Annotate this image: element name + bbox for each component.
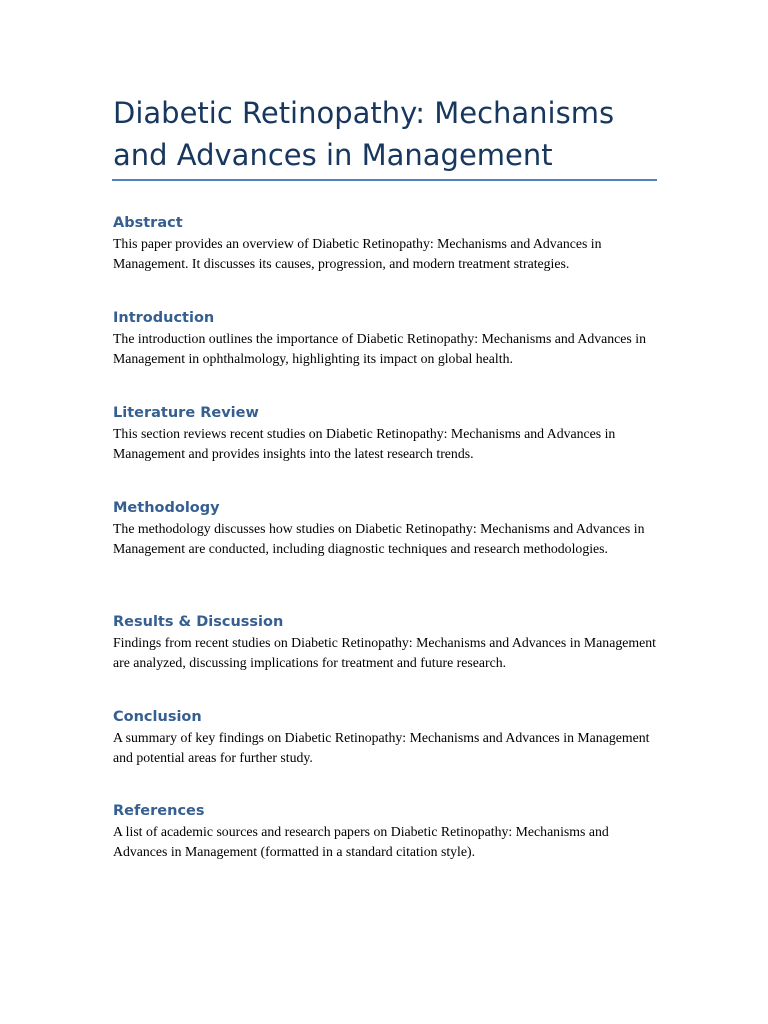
section-heading-abstract: Abstract (113, 215, 183, 231)
section-heading-references: References (113, 803, 205, 819)
section-results-discussion (113, 611, 658, 672)
section-methodology (113, 497, 658, 558)
section-body-methodology: The methodology discusses how studies on Diabetic Retinopathy: Mechanisms and Advances in Management are conducted, including diagnostic techniques and research methodologies. (113, 521, 645, 556)
section-heading-literature-review: Literature Review (113, 405, 259, 421)
section-abstract (113, 212, 658, 273)
section-heading-conclusion: Conclusion (113, 709, 202, 725)
section-conclusion (113, 706, 658, 767)
section-body-results-discussion: Findings from recent studies on Diabetic Retinopathy: Mechanisms and Advances in Management are analyzed, discussing implications for treatment and future research. (113, 635, 656, 670)
document-title: Diabetic Retinopathy: Mechanisms and Advances in Management (113, 96, 615, 172)
section-heading-introduction: Introduction (113, 310, 215, 326)
title-divider (112, 179, 657, 181)
section-body-abstract: This paper provides an overview of Diabetic Retinopathy: Mechanisms and Advances in Management. It discusses its causes, progression, and modern treatment strategies. (113, 236, 602, 271)
section-introduction (113, 307, 658, 368)
section-body-conclusion: A summary of key findings on Diabetic Retinopathy: Mechanisms and Advances in Management and potential areas for further study. (113, 730, 650, 765)
section-heading-results-discussion: Results & Discussion (113, 614, 284, 630)
section-literature-review (113, 402, 658, 463)
section-references (113, 800, 658, 861)
section-body-literature-review: This section reviews recent studies on Diabetic Retinopathy: Mechanisms and Advances in Management and provides insights into the latest research trends. (113, 426, 616, 461)
section-body-introduction: The introduction outlines the importance of Diabetic Retinopathy: Mechanisms and Advances in Management in ophthalmology, highlighting its impact on global health. (113, 331, 646, 366)
section-body-references: A list of academic sources and research papers on Diabetic Retinopathy: Mechanisms and Advances in Management (formatted in a standard citation style). (113, 824, 609, 859)
section-heading-methodology: Methodology (113, 500, 220, 516)
